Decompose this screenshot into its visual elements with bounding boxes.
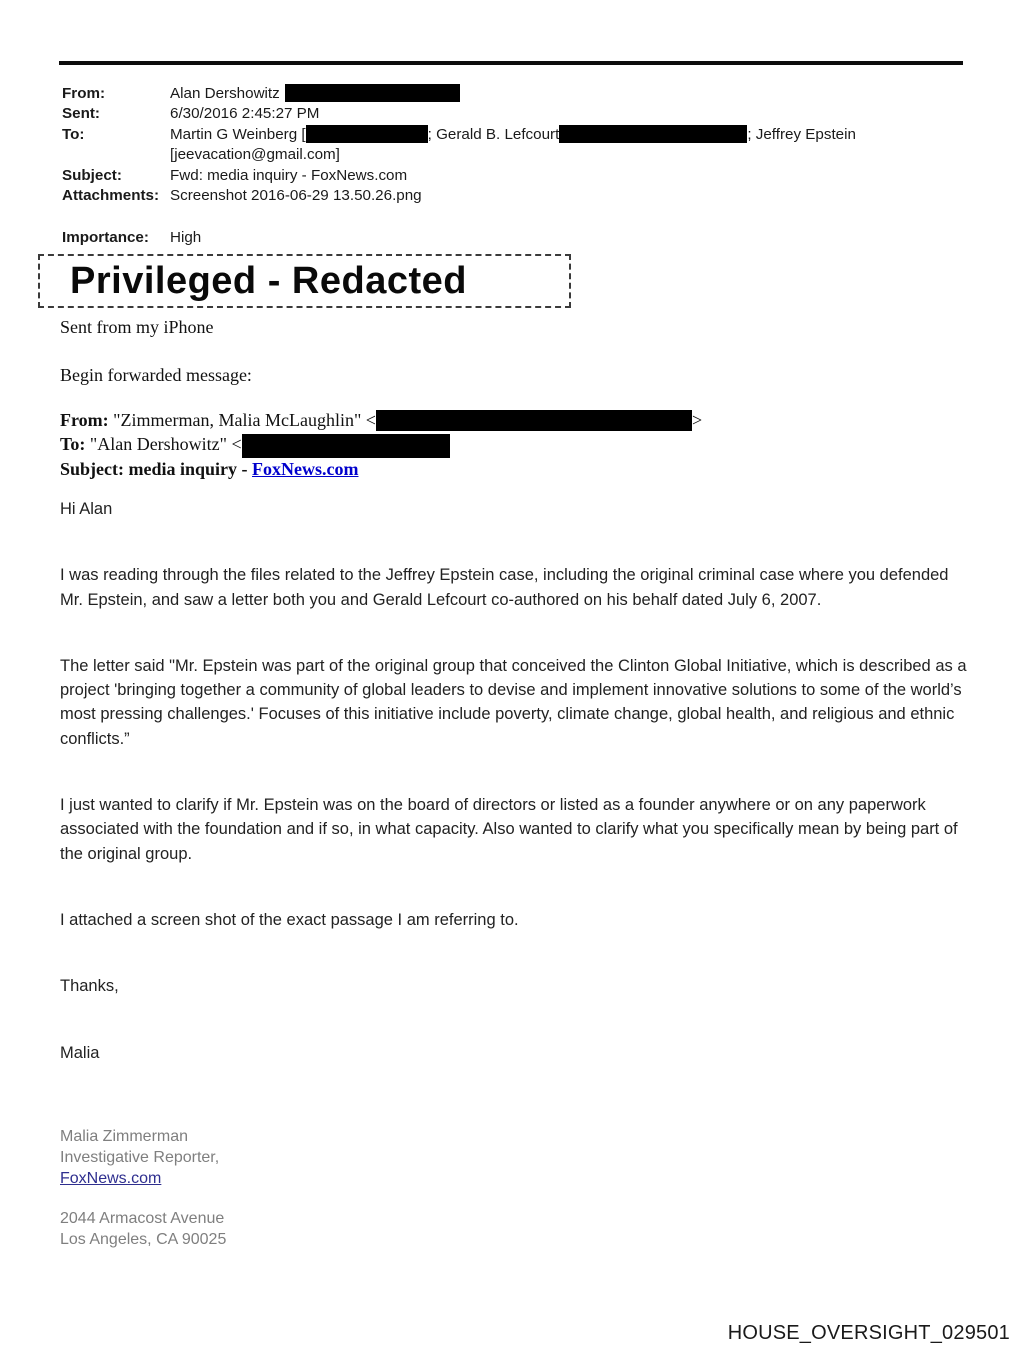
to-label: To: xyxy=(62,125,85,143)
foxnews-signature-link[interactable]: FoxNews.com xyxy=(60,1169,162,1187)
email-body xyxy=(60,497,968,1065)
forwarded-message-block xyxy=(60,316,966,481)
forwarded-subject-value: media inquiry - xyxy=(128,458,253,479)
redaction-box xyxy=(559,125,747,143)
header-row-importance xyxy=(62,228,967,248)
body-signoff: Malia xyxy=(60,1043,100,1062)
from-label: From: xyxy=(62,85,106,102)
from-value xyxy=(170,84,967,104)
forwarded-to-line xyxy=(60,433,966,458)
header-row-subject xyxy=(62,166,967,186)
body-paragraph-2: The letter said "Mr. Epstein was part of the original group that conceived the Clinton Global Initiative, which is described as a project 'bringing together a community of global leaders to devise and implement innovative solutions to some of the world’s most pressing challenges.' Focuses of this initiative include poverty, climate change, global health, and religious and ethnic conflicts.” xyxy=(60,656,967,748)
signature-address-street: 2044 Armacost Avenue xyxy=(60,1210,225,1228)
top-divider-rule xyxy=(59,61,963,65)
subject-value: Fwd: media inquiry - FoxNews.com xyxy=(170,166,408,184)
signature-address xyxy=(60,1209,226,1251)
body-greeting: Hi Alan xyxy=(60,500,113,518)
header-row-to xyxy=(62,125,967,166)
forwarded-from-close-bracket: > xyxy=(691,410,703,430)
attachments-value: Screenshot 2016-06-29 13.50.26.png xyxy=(170,187,422,205)
body-paragraph-3: I just wanted to clarify if Mr. Epstein was on the board of directors or listed as a founder anywhere or on any paperwork associated with the foundation and if so, in what capacity. Also wanted to clarify what you specifically mean by being part of the original group. xyxy=(60,796,958,863)
sent-from-device-line: Sent from my iPhone xyxy=(60,317,214,337)
bates-number: HOUSE_OVERSIGHT_029501 xyxy=(727,1322,1010,1344)
forwarded-to-value: "Alan Dershowitz" < xyxy=(89,433,242,454)
from-sender-name: Alan Dershowitz xyxy=(170,85,280,102)
foxnews-subject-link[interactable]: FoxNews.com xyxy=(252,458,359,479)
header-row-from xyxy=(62,84,967,104)
redaction-box xyxy=(306,125,428,143)
email-header xyxy=(62,84,967,249)
body-paragraph-4: I attached a screen shot of the exact passage I am referring to. xyxy=(60,910,519,929)
body-closing: Thanks, xyxy=(60,977,119,996)
subject-label: Subject: xyxy=(62,166,122,184)
to-recipient-1: Martin G Weinberg [ xyxy=(170,125,306,143)
forwarded-from-line xyxy=(60,409,966,433)
privileged-redacted-stamp xyxy=(38,254,571,308)
importance-value: High xyxy=(170,229,202,247)
forwarded-from-label: From: xyxy=(60,410,109,430)
signature-address-city: Los Angeles, CA 90025 xyxy=(60,1231,227,1249)
to-value xyxy=(170,125,967,166)
redaction-box xyxy=(242,434,450,458)
importance-label: Importance: xyxy=(62,229,149,247)
forwarded-from-value: "Zimmerman, Malia McLaughlin" < xyxy=(113,410,376,430)
to-recipient-3: ; Jeffrey Epstein xyxy=(747,125,856,143)
signature-block xyxy=(60,1127,226,1251)
stamp-text: Privileged - Redacted xyxy=(70,259,467,302)
forwarded-subject-line xyxy=(60,458,966,482)
to-recipient-email: [jeevacation@gmail.com] xyxy=(170,146,340,164)
signature-title: Investigative Reporter, xyxy=(60,1148,220,1166)
redaction-box xyxy=(376,410,692,431)
forwarded-to-label: To: xyxy=(60,433,86,454)
signature-name: Malia Zimmerman xyxy=(60,1128,189,1145)
redaction-box xyxy=(285,84,460,102)
header-row-attachments xyxy=(62,186,967,206)
begin-forwarded-line: Begin forwarded message: xyxy=(60,365,252,385)
forwarded-subject-label: Subject: xyxy=(60,458,124,479)
header-row-sent xyxy=(62,104,967,124)
sent-label: Sent: xyxy=(62,105,100,123)
attachments-label: Attachments: xyxy=(62,187,160,205)
sent-value: 6/30/2016 2:45:27 PM xyxy=(170,105,320,123)
to-recipient-2: ; Gerald B. Lefcourt xyxy=(427,125,560,143)
body-paragraph-1: I was reading through the files related to the Jeffrey Epstein case, including the original criminal case where you defended Mr. Epstein, and saw a letter both you and Gerald Lefcourt co-authored on his behalf dated July 6, 2007. xyxy=(60,566,949,609)
forwarded-header xyxy=(60,409,966,481)
